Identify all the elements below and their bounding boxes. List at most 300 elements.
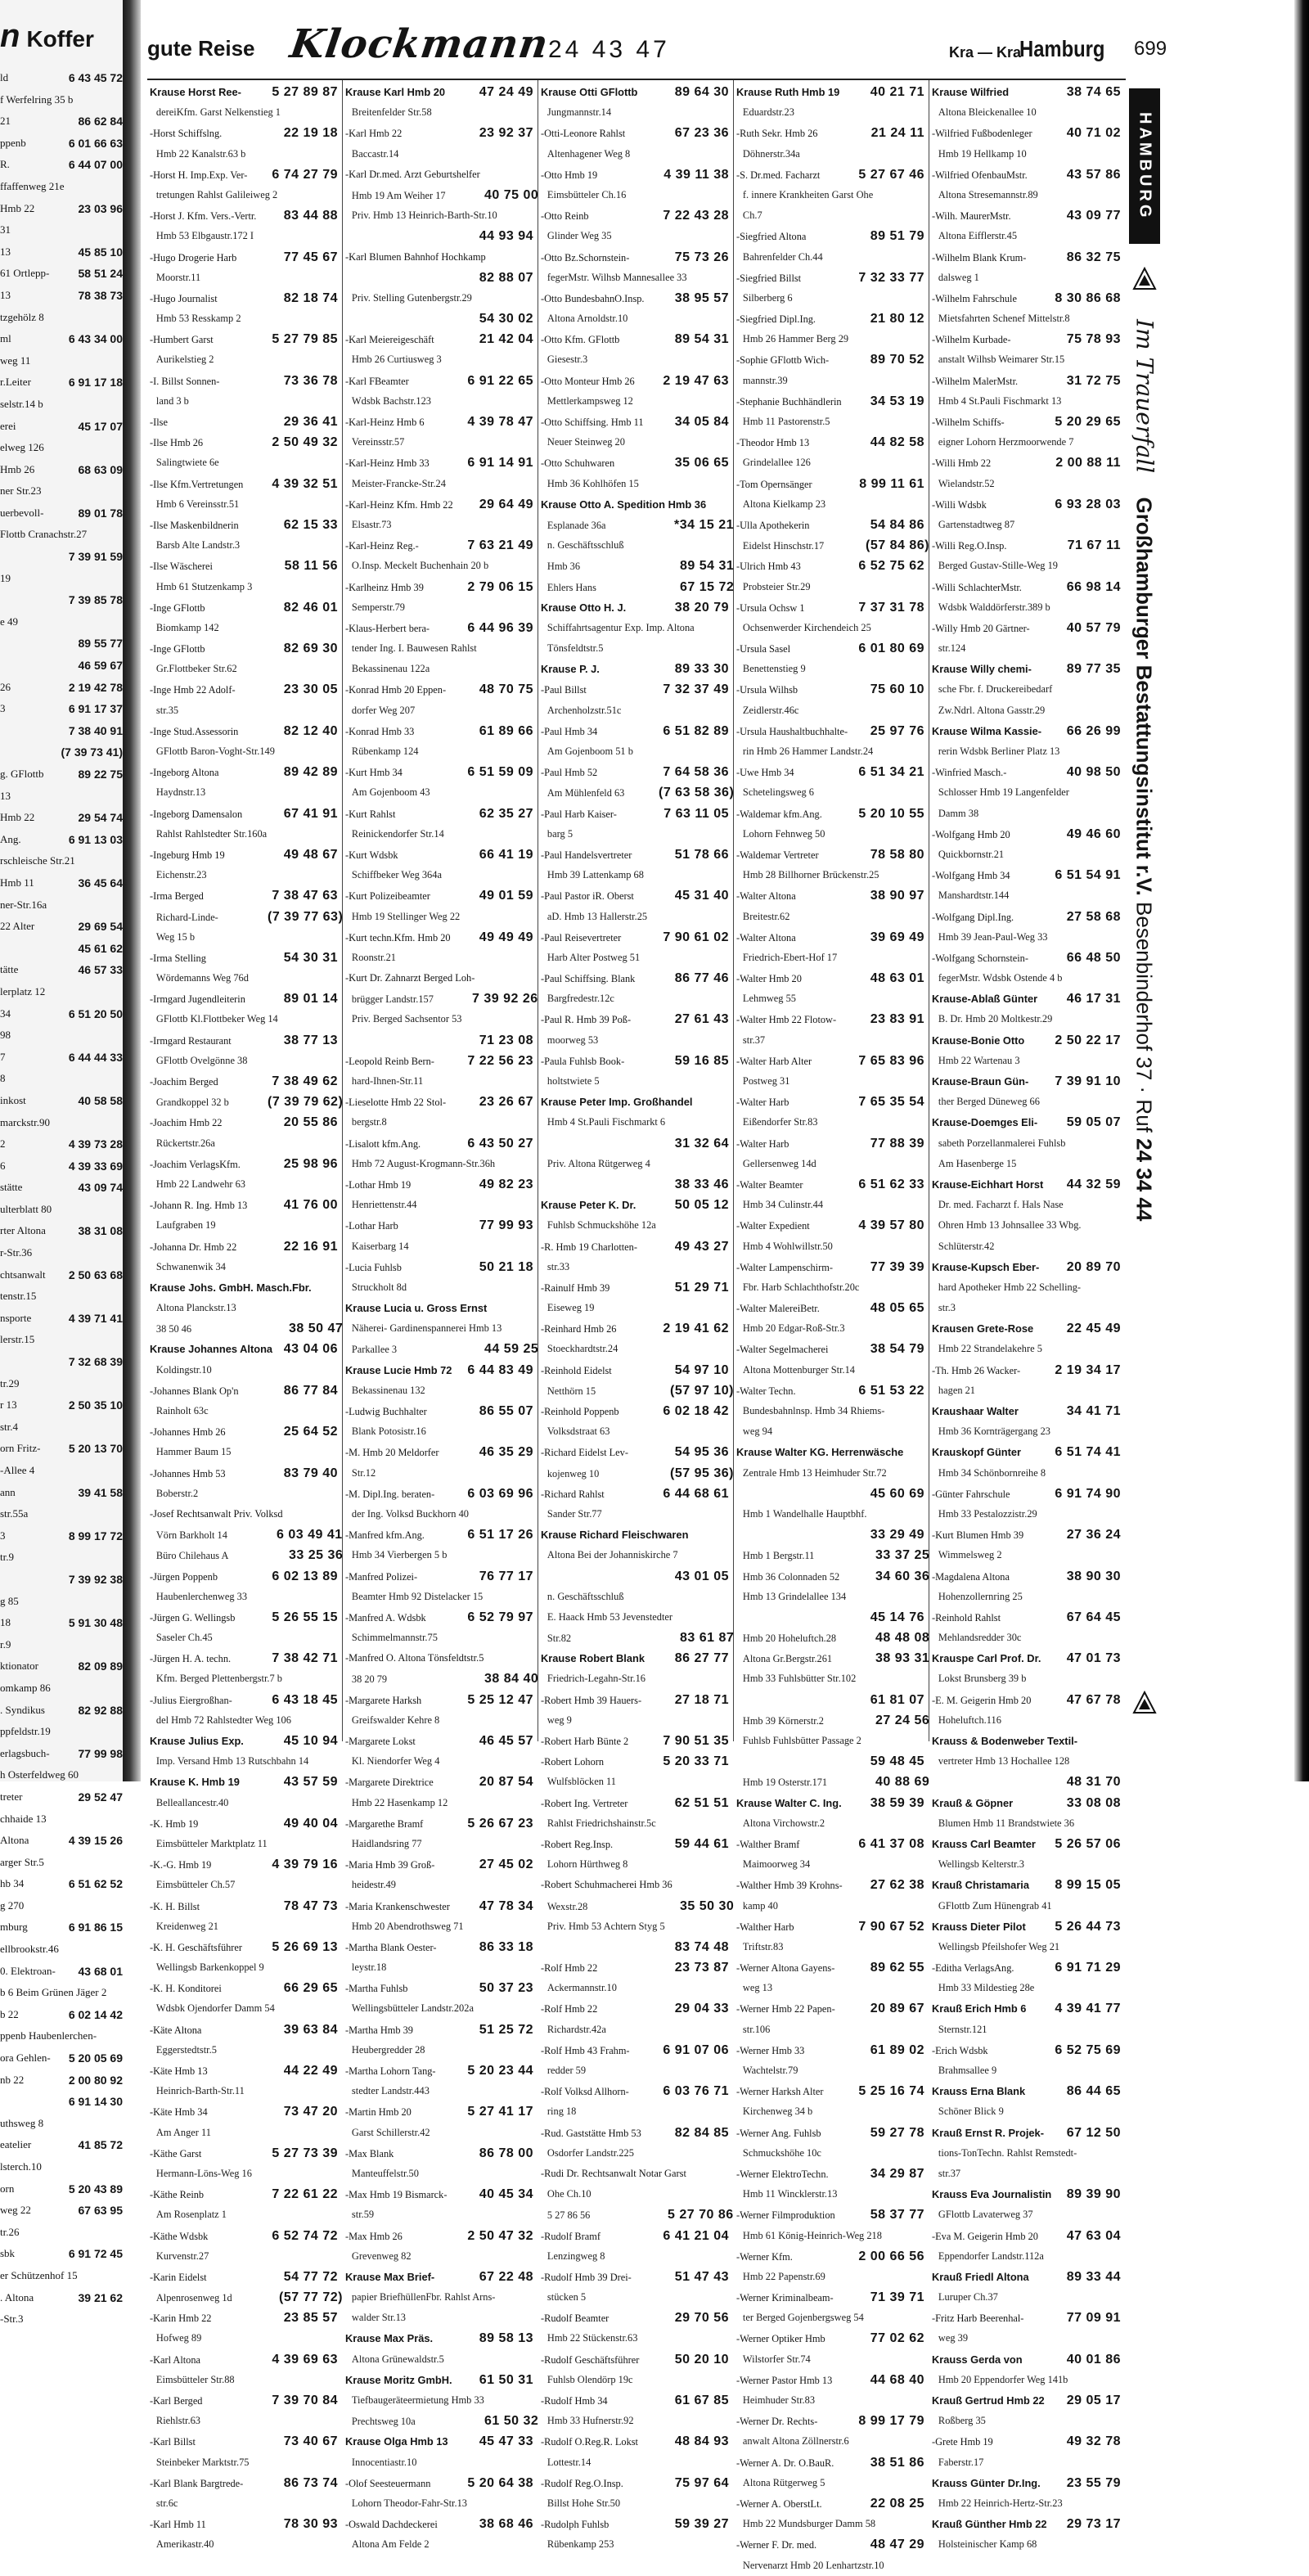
listing-entry xyxy=(736,1360,924,1380)
listing-entry-text: Hmb 22 Stückenstr.63 xyxy=(547,2332,638,2344)
listing-entry xyxy=(541,432,729,453)
listing-entry-text: -Magdalena Altona xyxy=(932,1570,1010,1583)
listing-entry-text: Priv. Berged Sachsentor 53 xyxy=(351,1013,462,1025)
previous-page-line xyxy=(0,1764,123,1786)
listing-entry-text: -Karl-Heinz Kfm. Hmb 22 xyxy=(345,498,453,511)
listing-entry-text: -Werner Pastor Hmb 13 xyxy=(736,2374,833,2386)
listing-entry-text: -Julius Eiergroßhan- xyxy=(150,1694,232,1706)
previous-page-line-text: b 22 xyxy=(0,2007,19,2020)
listing-entry xyxy=(736,1566,930,1587)
listing-entry-text: Fuhlsb Schmuckshöhe 12a xyxy=(547,1219,656,1232)
listing-entry xyxy=(345,885,533,906)
listing-entry-text: -Robert Reg.Insp. xyxy=(541,1838,614,1850)
previous-page-line xyxy=(0,1982,123,2004)
listing-entry xyxy=(736,556,924,576)
listing-entry xyxy=(150,185,338,205)
listing-entry-text: tions-TonTechn. Rahlst Remstedt- xyxy=(938,2146,1077,2159)
listing-surname-heading: Krause Horst Ree- xyxy=(150,86,241,98)
listing-entry xyxy=(150,1690,338,1710)
listing-phone-number: 5 27 41 17 xyxy=(467,2105,533,2119)
listing-phone-number: 25 64 52 xyxy=(283,1425,338,1439)
listing-entry xyxy=(932,2020,1121,2040)
listing-entry-text: anwalt Altona Zöllnerstr.6 xyxy=(742,2435,849,2448)
listing-phone-number: 44 22 49 xyxy=(283,2064,338,2078)
listing-entry-text: -Martin Hmb 20 xyxy=(345,2106,412,2119)
listing-entry-text: -Käte Hmb 34 xyxy=(150,2106,208,2119)
listing-entry xyxy=(932,597,1121,618)
listing-entry-text: -Inge GFlottb xyxy=(150,643,205,655)
previous-page-line xyxy=(0,763,123,786)
previous-page-line xyxy=(0,1047,123,1069)
listing-phone-number: 8 99 15 05 xyxy=(1055,1878,1121,1893)
previous-page-line xyxy=(0,894,123,916)
listing-entry xyxy=(345,2534,533,2555)
listing-phone-number: 33 25 36 xyxy=(289,1548,344,1563)
listing-entry xyxy=(150,1751,338,1772)
previous-page-line-text: Flottb Cranachstr.27 xyxy=(0,528,88,541)
listing-entry-text: -Wilfried OfenbauMstr. xyxy=(932,169,1028,181)
listing-phone-number: 8 99 11 61 xyxy=(859,476,924,491)
listing-phone-number: 67 64 45 xyxy=(1066,1610,1121,1624)
previous-page-line xyxy=(0,89,123,111)
listing-entry-text: Mettlerkampsweg 12 xyxy=(547,394,633,407)
listing-entry xyxy=(932,2143,1121,2164)
listing-entry xyxy=(345,844,533,865)
previous-page-line-number: 5 20 43 89 xyxy=(68,2182,123,2195)
listing-entry-text: -Siegfried Altona xyxy=(736,231,807,243)
listing-entry-text: -Irma Stelling xyxy=(150,952,206,964)
listing-entry-text: Kaiserbarg 14 xyxy=(351,1240,409,1252)
previous-page-line xyxy=(0,1155,123,1178)
listing-phone-number: 86 77 84 xyxy=(283,1383,338,1398)
listing-entry xyxy=(736,515,924,535)
listing-entry xyxy=(150,2143,338,2164)
listing-entry-text: Schmuckshöhe 10c xyxy=(742,2146,821,2159)
listing-phone-number: 82 18 74 xyxy=(283,290,338,305)
listing-entry xyxy=(150,1318,344,1339)
listing-entry xyxy=(345,1154,533,1174)
listing-phone-number: 8 99 17 79 xyxy=(858,2414,924,2429)
previous-page-line-number: 6 43 34 00 xyxy=(68,332,123,346)
listing-entry-text: Schiffbeker Weg 364a xyxy=(351,869,442,881)
listing-entry xyxy=(150,494,338,515)
listing-surname-heading: Krause Lucie Hmb 72 xyxy=(345,1363,452,1376)
listing-entry-text: -Otti-Leonore Rahlst xyxy=(541,128,626,140)
listing-entry-text: -S. Dr.med. Facharzt xyxy=(736,169,821,181)
listing-entry-text: -Kurt Wdsbk xyxy=(345,849,398,861)
previous-page-line-number: 29 54 74 xyxy=(78,811,123,825)
previous-page-line-number: 6 01 66 63 xyxy=(68,136,123,150)
listing-entry xyxy=(150,2514,338,2534)
previous-page-line xyxy=(0,110,123,133)
listing-entry-text: -Richard Rahlst xyxy=(541,1488,605,1500)
listing-columns xyxy=(147,79,1126,2571)
previous-page-line-number: 6 91 17 37 xyxy=(68,702,123,716)
listing-surname-heading: Krauß Erich Hmb 6 xyxy=(932,2002,1027,2015)
listing-phone-number: 82 88 07 xyxy=(479,270,533,285)
listing-entry-text: Volksdstraat 63 xyxy=(547,1425,610,1438)
listing-entry xyxy=(932,1133,1121,1154)
previous-page-line xyxy=(0,611,123,633)
previous-page-line-number: 6 44 44 33 xyxy=(68,1050,123,1064)
previous-page-line-number: 86 62 84 xyxy=(78,115,123,128)
listing-entry xyxy=(932,82,1121,102)
listing-entry xyxy=(932,1298,1121,1318)
listing-entry xyxy=(932,1360,1121,1380)
listing-entry-text: Schlüterstr.42 xyxy=(938,1240,995,1252)
listing-surname-heading: Krause Wilma Kassie- xyxy=(932,724,1042,737)
listing-surname-heading: Krauß Gertrud Hmb 22 xyxy=(932,2394,1045,2407)
listing-entry xyxy=(150,1504,338,1524)
listing-entry-text: Beamter Hmb 92 Distelacker 15 xyxy=(351,1590,484,1602)
listing-phone-number: 71 23 08 xyxy=(479,1033,533,1047)
listing-entry xyxy=(150,1009,338,1029)
listing-entry xyxy=(932,412,1121,432)
listing-entry-text: -I. Billst Sonnen- xyxy=(150,375,220,387)
header-phone: 24 43 47 xyxy=(548,36,670,63)
listing-entry-text: Wellingsb Barkenkoppel 9 xyxy=(155,1961,264,1974)
listing-entry xyxy=(541,721,729,741)
listing-entry-text: -Wilfried Fußbodenleger xyxy=(932,128,1032,140)
listing-entry-text: Reinickendorfer Str.14 xyxy=(351,827,444,840)
listing-entry-text: Wdsbk Walddörferstr.389 b xyxy=(938,601,1050,613)
listing-entry-text: Eimsbütteler Ch.16 xyxy=(547,188,627,200)
listing-phone-number: 2 50 22 17 xyxy=(1055,1033,1121,1047)
listing-entry xyxy=(932,927,1121,948)
listing-entry xyxy=(345,515,533,535)
listing-entry-text: Altona Stresemannstr.89 xyxy=(938,188,1038,200)
listing-phone-number: 43 04 06 xyxy=(283,1342,338,1357)
previous-page-line xyxy=(0,1569,123,1591)
previous-page-line-number: 41 85 72 xyxy=(78,2138,123,2152)
listing-entry-text: aD. Hmb 13 Hallerstr.25 xyxy=(547,910,648,922)
listing-entry-text: -Eva M. Geigerin Hmb 20 xyxy=(932,2230,1038,2242)
listing-entry-text: stücken 5 xyxy=(547,2291,587,2304)
listing-phone-number: 48 84 93 xyxy=(674,2434,729,2449)
listing-phone-number: 21 24 11 xyxy=(870,126,924,141)
listing-entry-text: -Käte Hmb 13 xyxy=(150,2065,208,2077)
listing-entry-text: -Martha Lohorn Tang- xyxy=(345,2065,436,2077)
listing-entry xyxy=(150,1875,338,1895)
previous-page-line-text: ppenb xyxy=(0,136,26,149)
listing-entry xyxy=(736,2081,924,2101)
listing-entry-text: Haydnstr.13 xyxy=(155,786,206,799)
listing-entry-text: Wellingsb Pfeilshofer Weg 21 xyxy=(938,1940,1060,1952)
previous-page-line-text: ora Gehlen- xyxy=(0,2051,51,2065)
listing-entry xyxy=(541,2040,729,2060)
previous-page-line xyxy=(0,959,123,981)
listing-entry-text: -Wolfgang Dipl.Ing. xyxy=(932,911,1014,923)
listing-entry-text: -Käthe Wdsbk xyxy=(150,2230,209,2242)
listing-entry-text: -Käthe Garst xyxy=(150,2147,202,2159)
listing-surname-heading: Krause Johannes Altona xyxy=(150,1343,273,1356)
listing-entry xyxy=(932,1648,1121,1669)
listing-entry-text: Hmb 53 Resskamp 2 xyxy=(155,313,241,325)
listing-entry-text: -Rolf Hmb 43 Frahm- xyxy=(541,2044,630,2056)
listing-surname-heading: Krause Max Präs. xyxy=(345,2332,434,2345)
listing-entry xyxy=(932,535,1121,556)
listing-entry xyxy=(541,82,729,102)
listing-phone-number: 46 17 31 xyxy=(1066,992,1121,1007)
listing-entry xyxy=(345,2431,533,2452)
listing-entry-text: Heimhuder Str.83 xyxy=(742,2394,816,2406)
listing-entry-text: -Werner A. Dr. O.BauR. xyxy=(736,2457,834,2469)
listing-entry xyxy=(150,2246,338,2267)
previous-page-line-text: . Altona xyxy=(0,2290,34,2304)
previous-page-line-number: 46 57 33 xyxy=(78,963,123,977)
listing-entry xyxy=(736,989,924,1009)
listing-entry xyxy=(541,1710,729,1731)
previous-page-line-number: 43 68 01 xyxy=(78,1964,123,1978)
listing-entry xyxy=(932,1484,1121,1504)
listing-entry-text: -Siegfried Dipl.Ing. xyxy=(736,313,816,326)
listing-entry-text: Altona Virchowstr.2 xyxy=(742,1817,825,1829)
listing-entry xyxy=(932,1215,1121,1236)
listing-phone-number: 7 90 67 52 xyxy=(858,1919,924,1934)
previous-page-line xyxy=(0,981,123,1003)
previous-page-line-number: 6 44 07 00 xyxy=(68,158,123,172)
listing-entry xyxy=(345,618,533,638)
listing-phone-number: 5 20 23 44 xyxy=(467,2064,533,2078)
listing-entry-text: Wielandstr.52 xyxy=(938,477,995,489)
listing-entry-text: Altona Mottenburger Str.14 xyxy=(742,1363,856,1376)
listing-entry xyxy=(736,1731,924,1751)
listing-entry-text: kamp 40 xyxy=(742,1899,778,1912)
listing-entry-text: Lohorn Fehnweg 50 xyxy=(742,827,825,840)
listing-phone-number: 75 60 10 xyxy=(870,682,924,697)
listing-entry xyxy=(541,1834,729,1854)
listing-entry xyxy=(932,494,1121,515)
listing-phone-number: 20 89 70 xyxy=(1066,1259,1121,1274)
listing-entry xyxy=(541,226,729,246)
listing-entry xyxy=(541,2060,729,2081)
listing-entry xyxy=(345,1669,539,1689)
listing-phone-number: 49 32 78 xyxy=(1066,2434,1121,2449)
listing-entry xyxy=(345,1566,533,1587)
listing-entry-text: -K.-G. Hmb 19 xyxy=(150,1859,212,1871)
previous-page-line-number: 2 50 63 68 xyxy=(68,1268,123,1281)
listing-phone-number: 5 26 67 23 xyxy=(467,1816,533,1831)
previous-page-line xyxy=(0,568,123,590)
previous-page-line-number: 39 41 58 xyxy=(78,1485,123,1499)
listing-phone-number: 2 19 47 63 xyxy=(663,373,729,388)
listing-entry xyxy=(345,1112,533,1133)
previous-page-line-number: 89 22 75 xyxy=(78,768,123,781)
listing-entry xyxy=(736,1834,924,1854)
listing-entry xyxy=(932,1154,1121,1174)
listing-entry-text: -Paula Fuhlsb Book- xyxy=(541,1055,625,1067)
listing-entry-text: -Max Blank xyxy=(345,2147,394,2159)
listing-entry-text: Bargfredestr.12c xyxy=(547,993,614,1005)
listing-phone-number: 6 52 75 62 xyxy=(858,559,924,574)
listing-entry xyxy=(541,1648,729,1669)
listing-entry xyxy=(541,556,735,576)
listing-entry xyxy=(150,2267,338,2287)
listing-entry-text: Haubenlerchenweg 33 xyxy=(155,1590,248,1602)
listing-entry-text: -Otto Schiffsing. Hmb 11 xyxy=(541,417,644,428)
listing-entry xyxy=(345,205,533,226)
listing-entry-text: -Max Hmb 19 Bismarck- xyxy=(345,2189,448,2201)
previous-page-line xyxy=(0,459,123,481)
listing-entry xyxy=(736,1051,924,1071)
listing-surname-heading: Krause Johs. GmbH. Masch.Fbr. xyxy=(150,1281,312,1294)
listing-entry xyxy=(932,1916,1121,1937)
listing-phone-number: 31 72 75 xyxy=(1066,373,1121,388)
listing-entry xyxy=(736,1298,924,1318)
listing-entry-text: hard Apotheker Hmb 22 Schelling- xyxy=(938,1281,1082,1293)
previous-page-line xyxy=(0,263,123,285)
listing-entry-text: dereiKfm. Garst Nelkenstieg 1 xyxy=(155,106,281,119)
listing-entry xyxy=(150,700,338,721)
listing-phone-number: 7 90 61 02 xyxy=(663,930,729,944)
listing-entry-text: Hohenzollernring 25 xyxy=(938,1590,1023,1602)
listing-entry xyxy=(736,968,924,989)
listing-entry-text: Triftstr.83 xyxy=(742,1940,784,1952)
listing-entry-text: Hmb 11 Wincklerstr.13 xyxy=(742,2188,838,2200)
previous-page-line-number: 46 59 67 xyxy=(78,659,123,673)
listing-entry xyxy=(345,371,533,391)
listing-entry xyxy=(932,226,1121,246)
previous-page-line-text: er Schützenhof 15 xyxy=(0,2268,78,2281)
previous-page-line-text: str.55a xyxy=(0,1507,29,1520)
previous-page-line xyxy=(0,850,123,872)
listing-entry-text: Alpenrosenweg 1d xyxy=(155,2292,232,2304)
listing-entry-text: Damm 38 xyxy=(938,807,979,819)
listing-phone-number: 50 37 23 xyxy=(479,1981,533,1996)
listing-entry xyxy=(345,1834,533,1854)
listing-entry xyxy=(736,1854,924,1875)
listing-entry xyxy=(150,968,338,989)
listing-entry xyxy=(150,247,338,268)
listing-entry xyxy=(541,844,729,865)
listing-entry-text: -Robert Hmb 39 Hauers- xyxy=(541,1694,642,1706)
listing-phone-number: 7 22 56 23 xyxy=(467,1053,533,1068)
listing-phone-number: 86 55 07 xyxy=(479,1404,533,1418)
previous-page-line-number: 4 39 73 28 xyxy=(68,1137,123,1151)
listing-entry-text: stedter Landstr.443 xyxy=(351,2085,430,2097)
listing-entry xyxy=(345,1257,533,1277)
header-alpha-range: Kra — Kra xyxy=(949,44,1022,61)
previous-page-line-number: 4 39 33 69 xyxy=(68,1159,123,1173)
listing-entry-text: Lohorn Theodor-Fahr-Str.13 xyxy=(351,2497,467,2509)
listing-entry xyxy=(932,782,1121,803)
listing-entry-text: -Konrad Hmb 20 Eppen- xyxy=(345,684,447,696)
listing-phone-number: (57 97 10) xyxy=(670,1383,734,1398)
listing-entry-text: -Werner A. OberstLt. xyxy=(736,2497,822,2510)
listing-phone-number: 83 79 40 xyxy=(283,1466,338,1480)
listing-entry xyxy=(541,577,735,597)
listing-entry-text: Hammer Baum 15 xyxy=(155,1446,232,1458)
listing-entry-text: Roßberg 35 xyxy=(938,2415,986,2427)
listing-entry xyxy=(541,2246,729,2267)
listing-entry xyxy=(345,2164,533,2184)
listing-entry-text: Moorstr.11 xyxy=(155,271,201,283)
listing-entry-text: -K. H. Konditorei xyxy=(150,1983,222,1995)
listing-entry xyxy=(150,1277,338,1298)
listing-entry xyxy=(150,927,338,948)
previous-page-line xyxy=(0,807,123,829)
listing-surname-heading: Krause Peter K. Dr. xyxy=(541,1199,637,1212)
listing-entry xyxy=(541,1937,729,1957)
listing-entry-text: Eggerstedtstr.5 xyxy=(155,2043,217,2056)
listing-entry xyxy=(932,2308,1121,2328)
listing-surname-heading: Krause Olga Hmb 13 xyxy=(345,2435,448,2448)
listing-entry xyxy=(736,2308,924,2328)
listing-entry xyxy=(541,1566,729,1587)
listing-surname-heading: Krauss Carl Beamter xyxy=(932,1837,1036,1850)
listing-entry-text: Hmb 22 Kanalstr.63 b xyxy=(155,147,246,160)
listing-phone-number: 59 16 85 xyxy=(674,1053,729,1068)
listing-phone-number: 49 40 04 xyxy=(283,1816,338,1831)
listing-phone-number: 54 30 02 xyxy=(479,312,533,327)
listing-entry xyxy=(736,371,924,391)
listing-entry-text: Eduardstr.23 xyxy=(742,106,794,119)
listing-entry-text: -Kurt Hmb 34 xyxy=(345,767,403,779)
listing-entry-text: Schlosser Hmb 19 Langenfelder xyxy=(938,786,1069,799)
listing-phone-number: 77 88 39 xyxy=(870,1136,924,1151)
listing-entry-text: B. Dr. Hmb 20 Moltkestr.29 xyxy=(938,1013,1053,1025)
listing-entry xyxy=(345,1648,533,1669)
listing-phone-number: 29 05 17 xyxy=(1066,2394,1121,2407)
listing-entry-text: E. Haack Hmb 53 Jevenstedter xyxy=(547,1610,673,1623)
listing-entry-text: -Margarete Harksh xyxy=(345,1694,422,1706)
listing-phone-number: 78 58 80 xyxy=(870,847,924,862)
listing-entry-text: Hmb 61 König-Heinrich-Weg 218 xyxy=(742,2229,882,2241)
listing-phone-number: 6 44 83 49 xyxy=(467,1362,533,1377)
previous-page-line-text: Altona xyxy=(0,1834,29,1847)
listing-phone-number: 47 67 78 xyxy=(1066,1692,1121,1707)
listing-entry-text: -Johannes Hmb 26 xyxy=(150,1426,226,1439)
listing-entry-text: -Rudi Dr. Rechtsanwalt Notar Garst xyxy=(541,2167,686,2179)
listing-phone-number: 33 29 49 xyxy=(870,1528,924,1542)
previous-page-line xyxy=(0,1482,123,1504)
listing-entry xyxy=(345,123,533,143)
listing-phone-number: 50 05 12 xyxy=(674,1198,729,1213)
listing-phone-number: 29 04 33 xyxy=(674,2002,729,2016)
listing-phone-number: 45 60 69 xyxy=(870,1486,924,1501)
listing-entry xyxy=(541,474,729,494)
listing-entry-text: -Wolfgang Schornstein- xyxy=(932,952,1028,964)
listing-surname-heading: Krauß Günther Hmb 22 xyxy=(932,2518,1047,2531)
previous-page-line xyxy=(0,1003,123,1025)
listing-surname-heading: Krause K. Hmb 19 xyxy=(150,1776,240,1789)
listing-entry-text: Schiffahrtsagentur Exp. Imp. Altona xyxy=(547,621,695,633)
listing-entry-text: Kfm. Berged Plettenbergstr.7 b xyxy=(155,1673,282,1685)
listing-entry-text: Hoheluftch.116 xyxy=(938,1714,1001,1726)
listing-entry-text: Benettenstieg 9 xyxy=(742,663,806,675)
listing-entry-text: Hmb 34 Schönbornreihe 8 xyxy=(938,1466,1046,1479)
listing-entry-text: -Wilhelm Fahrschule xyxy=(932,292,1017,304)
previous-page-line-number: 29 69 54 xyxy=(78,920,123,934)
previous-page-line xyxy=(0,720,123,742)
listing-phone-number: (7 39 79 62) xyxy=(268,1095,344,1110)
listing-entry-text: kojenweg 10 xyxy=(547,1467,600,1479)
listing-entry xyxy=(345,989,538,1009)
listing-phone-number: 67 41 91 xyxy=(283,806,338,821)
previous-page-line-text: 98 xyxy=(0,1029,11,1042)
listing-entry-text: hard-Ihnen-Str.11 xyxy=(351,1075,424,1087)
previous-page-line-text: ner Str.23 xyxy=(0,484,42,498)
previous-page-line-number: 4 39 71 41 xyxy=(68,1311,123,1325)
listing-entry xyxy=(345,391,533,412)
listing-entry-text: Henriettenstr.44 xyxy=(351,1199,417,1211)
listing-entry-text: Lenzingweg 8 xyxy=(547,2249,605,2262)
listing-entry-text: Altona Arnoldstr.10 xyxy=(547,313,628,325)
listing-entry-text: Hmb 1 Bergstr.11 xyxy=(742,1550,815,1562)
previous-page-line-text: -Allee 4 xyxy=(0,1464,35,1476)
listing-entry-text: -Walter Lampenschirm- xyxy=(736,1261,833,1273)
listing-entry-text: redder 59 xyxy=(547,2065,587,2076)
